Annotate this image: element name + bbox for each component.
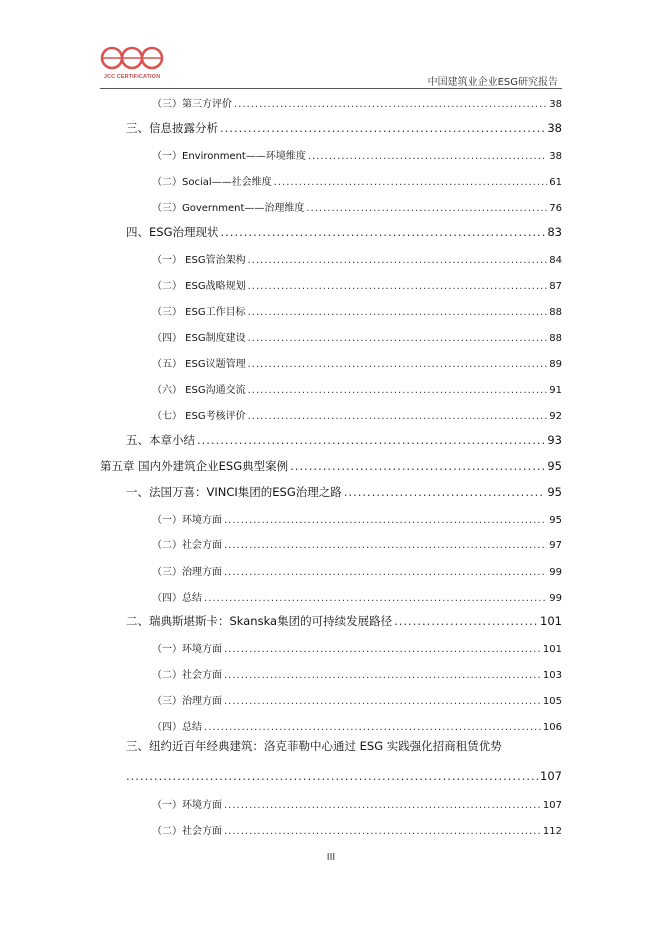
toc-entry-page: 95: [547, 485, 562, 499]
toc-entry[interactable]: [152, 666, 562, 681]
toc-entry-page: 95: [549, 515, 562, 526]
toc-entry[interactable]: [152, 640, 562, 655]
dot-leader: [224, 826, 541, 837]
toc-entry[interactable]: [152, 173, 562, 188]
toc-entry-page: 88: [549, 307, 562, 318]
toc-entry[interactable]: [152, 796, 562, 811]
toc-entry-label: （五） ESG议题管理: [152, 359, 246, 370]
toc-entry-page: 88: [549, 333, 562, 344]
dot-leader: [274, 177, 548, 188]
toc-entry-label: （一）Environment——环境维度: [152, 151, 306, 162]
toc-entry-label-wrapped[interactable]: 三、纽约近百年经典建筑：洛克菲勒中心通过 ESG 实践强化招商租赁优势: [126, 739, 502, 753]
dot-leader: [394, 614, 538, 628]
header-divider: [100, 88, 562, 89]
toc-entry[interactable]: [126, 613, 562, 629]
toc-entry[interactable]: [152, 355, 562, 370]
dot-leader: [224, 515, 547, 526]
toc-entry[interactable]: [152, 147, 562, 162]
toc-entry-page: 112: [542, 826, 562, 837]
report-title: 中国建筑业企业ESG研究报告: [427, 77, 558, 88]
toc-entry-label: （三）治理方面: [152, 567, 222, 578]
toc-entry[interactable]: [152, 536, 562, 551]
toc-entry-label: 二、瑞典斯堪斯卡：Skanska集团的可持续发展路径: [126, 614, 393, 628]
toc-entry[interactable]: [152, 381, 562, 396]
toc-entry-page: 84: [549, 255, 562, 266]
dot-leader: [204, 722, 541, 733]
toc-entry-page: 103: [542, 670, 562, 681]
dot-leader: [248, 333, 548, 344]
toc-entry-label: （三）治理方面: [152, 696, 222, 707]
page-number: III: [326, 852, 336, 863]
toc-entry[interactable]: [152, 199, 562, 214]
toc-entry-page: 38: [549, 151, 562, 162]
toc-entry-label: （二）社会方面: [152, 670, 222, 681]
toc-entry[interactable]: [152, 329, 562, 344]
toc-entry[interactable]: [152, 692, 562, 707]
toc-entry[interactable]: [100, 458, 562, 474]
toc-entry-page: 95: [547, 459, 562, 473]
toc-entry-label: （一）环境方面: [152, 644, 222, 655]
toc-entry-label: 三、信息披露分析: [126, 121, 218, 135]
dot-leader: [344, 485, 546, 499]
toc-entry[interactable]: [152, 511, 562, 526]
toc-entry-page: 89: [549, 359, 562, 370]
dot-leader: [248, 359, 548, 370]
toc-entry-label: （七） ESG考核评价: [152, 411, 246, 422]
dot-leader: [126, 769, 538, 783]
toc-entry-label: （四） ESG制度建设: [152, 333, 246, 344]
toc-entry[interactable]: [152, 277, 562, 292]
dot-leader: [224, 567, 547, 578]
dot-leader: [224, 670, 541, 681]
toc-entry-label: （二）社会方面: [152, 540, 222, 551]
toc-entry-page: 38: [547, 121, 562, 135]
toc-entry-continuation[interactable]: [126, 769, 562, 783]
toc-entry[interactable]: [126, 120, 562, 136]
toc-entry-label: （一）环境方面: [152, 515, 222, 526]
dot-leader: [248, 411, 548, 422]
toc-entry-label: 四、ESG治理现状: [126, 225, 219, 239]
toc-entry[interactable]: [152, 251, 562, 266]
toc-entry[interactable]: [152, 718, 562, 733]
toc-entry-page: 61: [549, 177, 562, 188]
dot-leader: [248, 281, 548, 292]
dot-leader: [224, 540, 547, 551]
dot-leader: [306, 203, 547, 214]
dot-leader: [224, 644, 541, 655]
toc-entry-label: 五、本章小结: [126, 433, 195, 447]
toc-entry[interactable]: [152, 303, 562, 318]
toc-entry[interactable]: [152, 563, 562, 578]
toc-entry[interactable]: [126, 484, 562, 500]
toc-entry-page: 97: [549, 540, 562, 551]
toc-entry-page: 105: [542, 696, 562, 707]
toc-entry[interactable]: [152, 589, 562, 604]
toc-entry-label: （一） ESG管治架构: [152, 255, 246, 266]
toc-entry-label: （三） ESG工作目标: [152, 307, 246, 318]
dot-leader: [308, 151, 547, 162]
toc-entry[interactable]: [126, 432, 562, 448]
dot-leader: [290, 459, 545, 473]
toc-entry-page: 107: [540, 769, 562, 783]
toc-entry-label: （一）环境方面: [152, 800, 222, 811]
dot-leader: [197, 433, 545, 447]
toc-entry-page: 38: [549, 99, 562, 110]
toc-entry[interactable]: [152, 95, 562, 110]
toc-entry-page: 106: [542, 722, 562, 733]
toc-entry[interactable]: [126, 224, 562, 240]
dot-leader: [234, 99, 547, 110]
toc-entry-page: 99: [549, 593, 562, 604]
toc-entry-page: 101: [542, 644, 562, 655]
toc-entry-page: 107: [542, 800, 562, 811]
toc-entry-page: 91: [549, 385, 562, 396]
toc-entry-label: （二）Social——社会维度: [152, 177, 272, 188]
dot-leader: [220, 225, 545, 239]
toc-entry-label: （二） ESG战略规划: [152, 281, 246, 292]
toc-entry-page: 93: [547, 433, 562, 447]
toc-entry-label: （二）社会方面: [152, 826, 222, 837]
dot-leader: [224, 800, 541, 811]
dot-leader: [204, 593, 547, 604]
dot-leader: [248, 307, 548, 318]
toc-entry-label: （三）Government——治理维度: [152, 203, 305, 214]
toc-entry-label: （四）总结: [152, 722, 202, 733]
dot-leader: [220, 121, 545, 135]
toc-entry-label: （六） ESG沟通交流: [152, 385, 246, 396]
toc-entry-page: 87: [549, 281, 562, 292]
toc-entry-label: （四）总结: [152, 593, 202, 604]
toc-entry[interactable]: [152, 407, 562, 422]
toc-entry-label: （三）第三方评价: [152, 99, 232, 110]
toc-entry-label: 第五章 国内外建筑企业ESG典型案例: [100, 459, 289, 473]
toc-entry-page: 83: [547, 225, 562, 239]
toc-entry-page: 92: [549, 411, 562, 422]
dot-leader: [224, 696, 541, 707]
toc-entry-page: 101: [540, 614, 562, 628]
logo-caption: JCC CERTIFICATION: [103, 74, 161, 80]
toc-entry-page: 99: [549, 567, 562, 578]
dot-leader: [248, 385, 548, 396]
toc-entry[interactable]: [152, 822, 562, 837]
dot-leader: [248, 255, 548, 266]
toc-entry-label: 一、法国万喜：VINCI集团的ESG治理之路: [126, 485, 342, 499]
toc-entry-page: 76: [549, 203, 562, 214]
